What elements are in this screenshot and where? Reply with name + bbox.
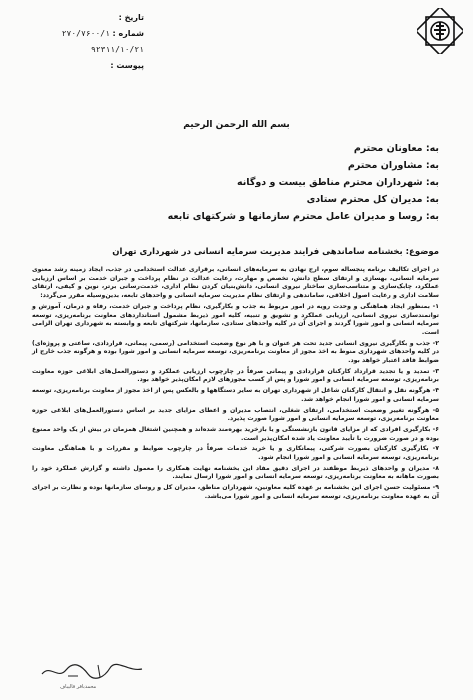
document-body [32,266,439,504]
body-paragraph: در اجرای تکالیف برنامه پنجساله سوم، ارج نهادن به سرمایه‌های انسانی، برقراری عدالت استخدامی در جذب، ایجاد زمینه رشد معنوی سرمایه انسانی، بهسازی و ارتقای سطح دانش، تخصص و مهارت، رعایت عدالت در نظام پرداخت و جبران خدمت بر اساس ارزیابی عملکرد، چابک‌سازی و متناسب‌سازی ساختار نیروی انسانی، دانش‌بنیان کردن نظام اداری، خدمت‌رسانی برتر، نوین و کیفی، ارتقای سلامت اداری و رعایت اصول اخلاقی، ساماندهی و ارتقای نظام مدیریت سرمایه انسانی و واحدهای تابعه، بدین‌وسیله مقرر می‌گردد: [32,266,439,300]
body-paragraph: ۵- هرگونه تغییر وضعیت استخدامی، ارتقای شغلی، انتصاب مدیران و اعطای مزایای جدید بر اساس دستورالعمل‌های ابلاغی حوزه معاونت برنامه‌ریزی، توسعه سرمایه انسانی و امور شورا صورت پذیرد. [32,406,439,423]
extra-code: ۹۲۳۱۱/۱۰/۲۱ [91,45,144,54]
attachment-row [14,58,144,74]
body-paragraph: ۹- مسئولیت حسن اجرای این بخشنامه بر عهده کلیه معاونین، شهرداران مناطق، مدیران کل و روسای سازمانها بوده و نظارت بر اجرای آن به عهده معاونت برنامه‌ریزی، توسعه سرمایه انسانی و امور شورا می‌باشد. [32,484,439,500]
signature-image [38,660,148,682]
tehran-municipality-logo-icon [417,8,463,54]
body-paragraph: ۲- جذب و بکارگیری نیروی انسانی جدید تحت هر عنوان و با هر نوع وضعیت استخدامی (رسمی، پیمانی، قراردادی، ساعتی و پروژه‌ای) در کلیه واحدهای شهرداری منوط به اخذ مجوز از معاونت برنامه‌ریزی، توسعه سرمایه انسانی و امور شورا بوده و هرگونه جذب خارج از ضوابط فاقد اعتبار خواهد بود. [32,339,439,365]
number-row [14,26,144,42]
document-meta [14,10,144,74]
body-paragraph: ۱- بمنظور ایجاد هماهنگی و وحدت رویه در امور مربوط به جذب و بکارگیری، نظام پرداخت و جبران خدمت، رفاه و درمان، آموزش و توانمندسازی نیروی انسانی، ارزیابی عملکرد و تشویق و تنبیه، کلیه امور ذیربط مشمول استانداردهای معاونت برنامه‌ریزی، توسعه سرمایه انسانی و امور شورا گردند و اجرای آن در کلیه واحدهای ستادی، سازمانها، شرکتهای تابعه و وابسته به شهرداری تهران الزامی است. [32,302,439,336]
recipient-item: به: مشاوران محترم [347,160,439,171]
attachment-label: پیوست : [110,61,144,70]
body-paragraph: ۴- هرگونه نقل و انتقال کارکنان شاغل از شهرداری تهران به سایر دستگاهها و بالعکس پس از اخذ مجوز از معاونت برنامه‌ریزی، توسعه سرمایه انسانی و امور شورا انجام خواهد شد. [32,387,439,403]
extra-code-row [14,42,144,58]
recipients-list [139,140,439,225]
number-label: شماره : [112,29,144,38]
number-value: ۲۷۰/۷۶۰۰/۱ [61,29,110,38]
signature-name: محمدباقر قالیباف [60,684,97,690]
date-row [14,10,144,26]
date-label: تاریخ : [118,13,144,22]
body-paragraph: ۶- بکارگیری افرادی که از مزایای قانون بازنشستگی و یا بازخرید بهره‌مند شده‌اند و همچنین اشتغال همزمان در بیش از یک واحد ممنوع بوده و در صورت ضرورت با تأیید معاونت یاد شده امکان‌پذیر است. [32,425,439,442]
body-paragraph: ۳- تمدید و یا تجدید قرارداد کارکنان قراردادی و پیمانی صرفاً در چارچوب ارزیابی عملکرد و دستورالعمل‌های ابلاغی حوزه معاونت برنامه‌ریزی، توسعه سرمایه انسانی و امور شورا و پس از کسب مجوزهای لازم امکان‌پذیر خواهد بود. [32,367,439,384]
body-paragraph: ۸- مدیران و واحدهای ذیربط موظفند در اجرای دقیق مفاد این بخشنامه نهایت همکاری را معمول داشته و گزارش عملکرد خود را بصورت ماهانه به معاونت برنامه‌ریزی، توسعه سرمایه انسانی و امور شورا ارسال نمایند. [32,464,439,481]
recipient-item: به: شهرداران محترم مناطق بیست و دوگانه [236,177,439,188]
recipient-item: به: روسا و مدیران عامل محترم سازمانها و شرکتهای تابعه [167,211,439,222]
document-subject: موضوع: بخشنامه ساماندهی فرآیند مدیریت سرمایه انسانی در شهرداری تهران [112,247,439,257]
recipient-item: به: مدیران کل محترم ستادی [306,194,439,205]
bismillah: بسم الله الرحمن الرحیم [183,120,290,130]
recipient-item: به: معاونان محترم [353,143,439,154]
body-paragraph: ۷- بکارگیری کارکنان بصورت شرکتی، پیمانکاری و یا خرید خدمات صرفاً در چارچوب ضوابط و مقررات و با هماهنگی معاونت برنامه‌ریزی، توسعه سرمایه انسانی و امور شورا انجام شود. [32,445,439,462]
